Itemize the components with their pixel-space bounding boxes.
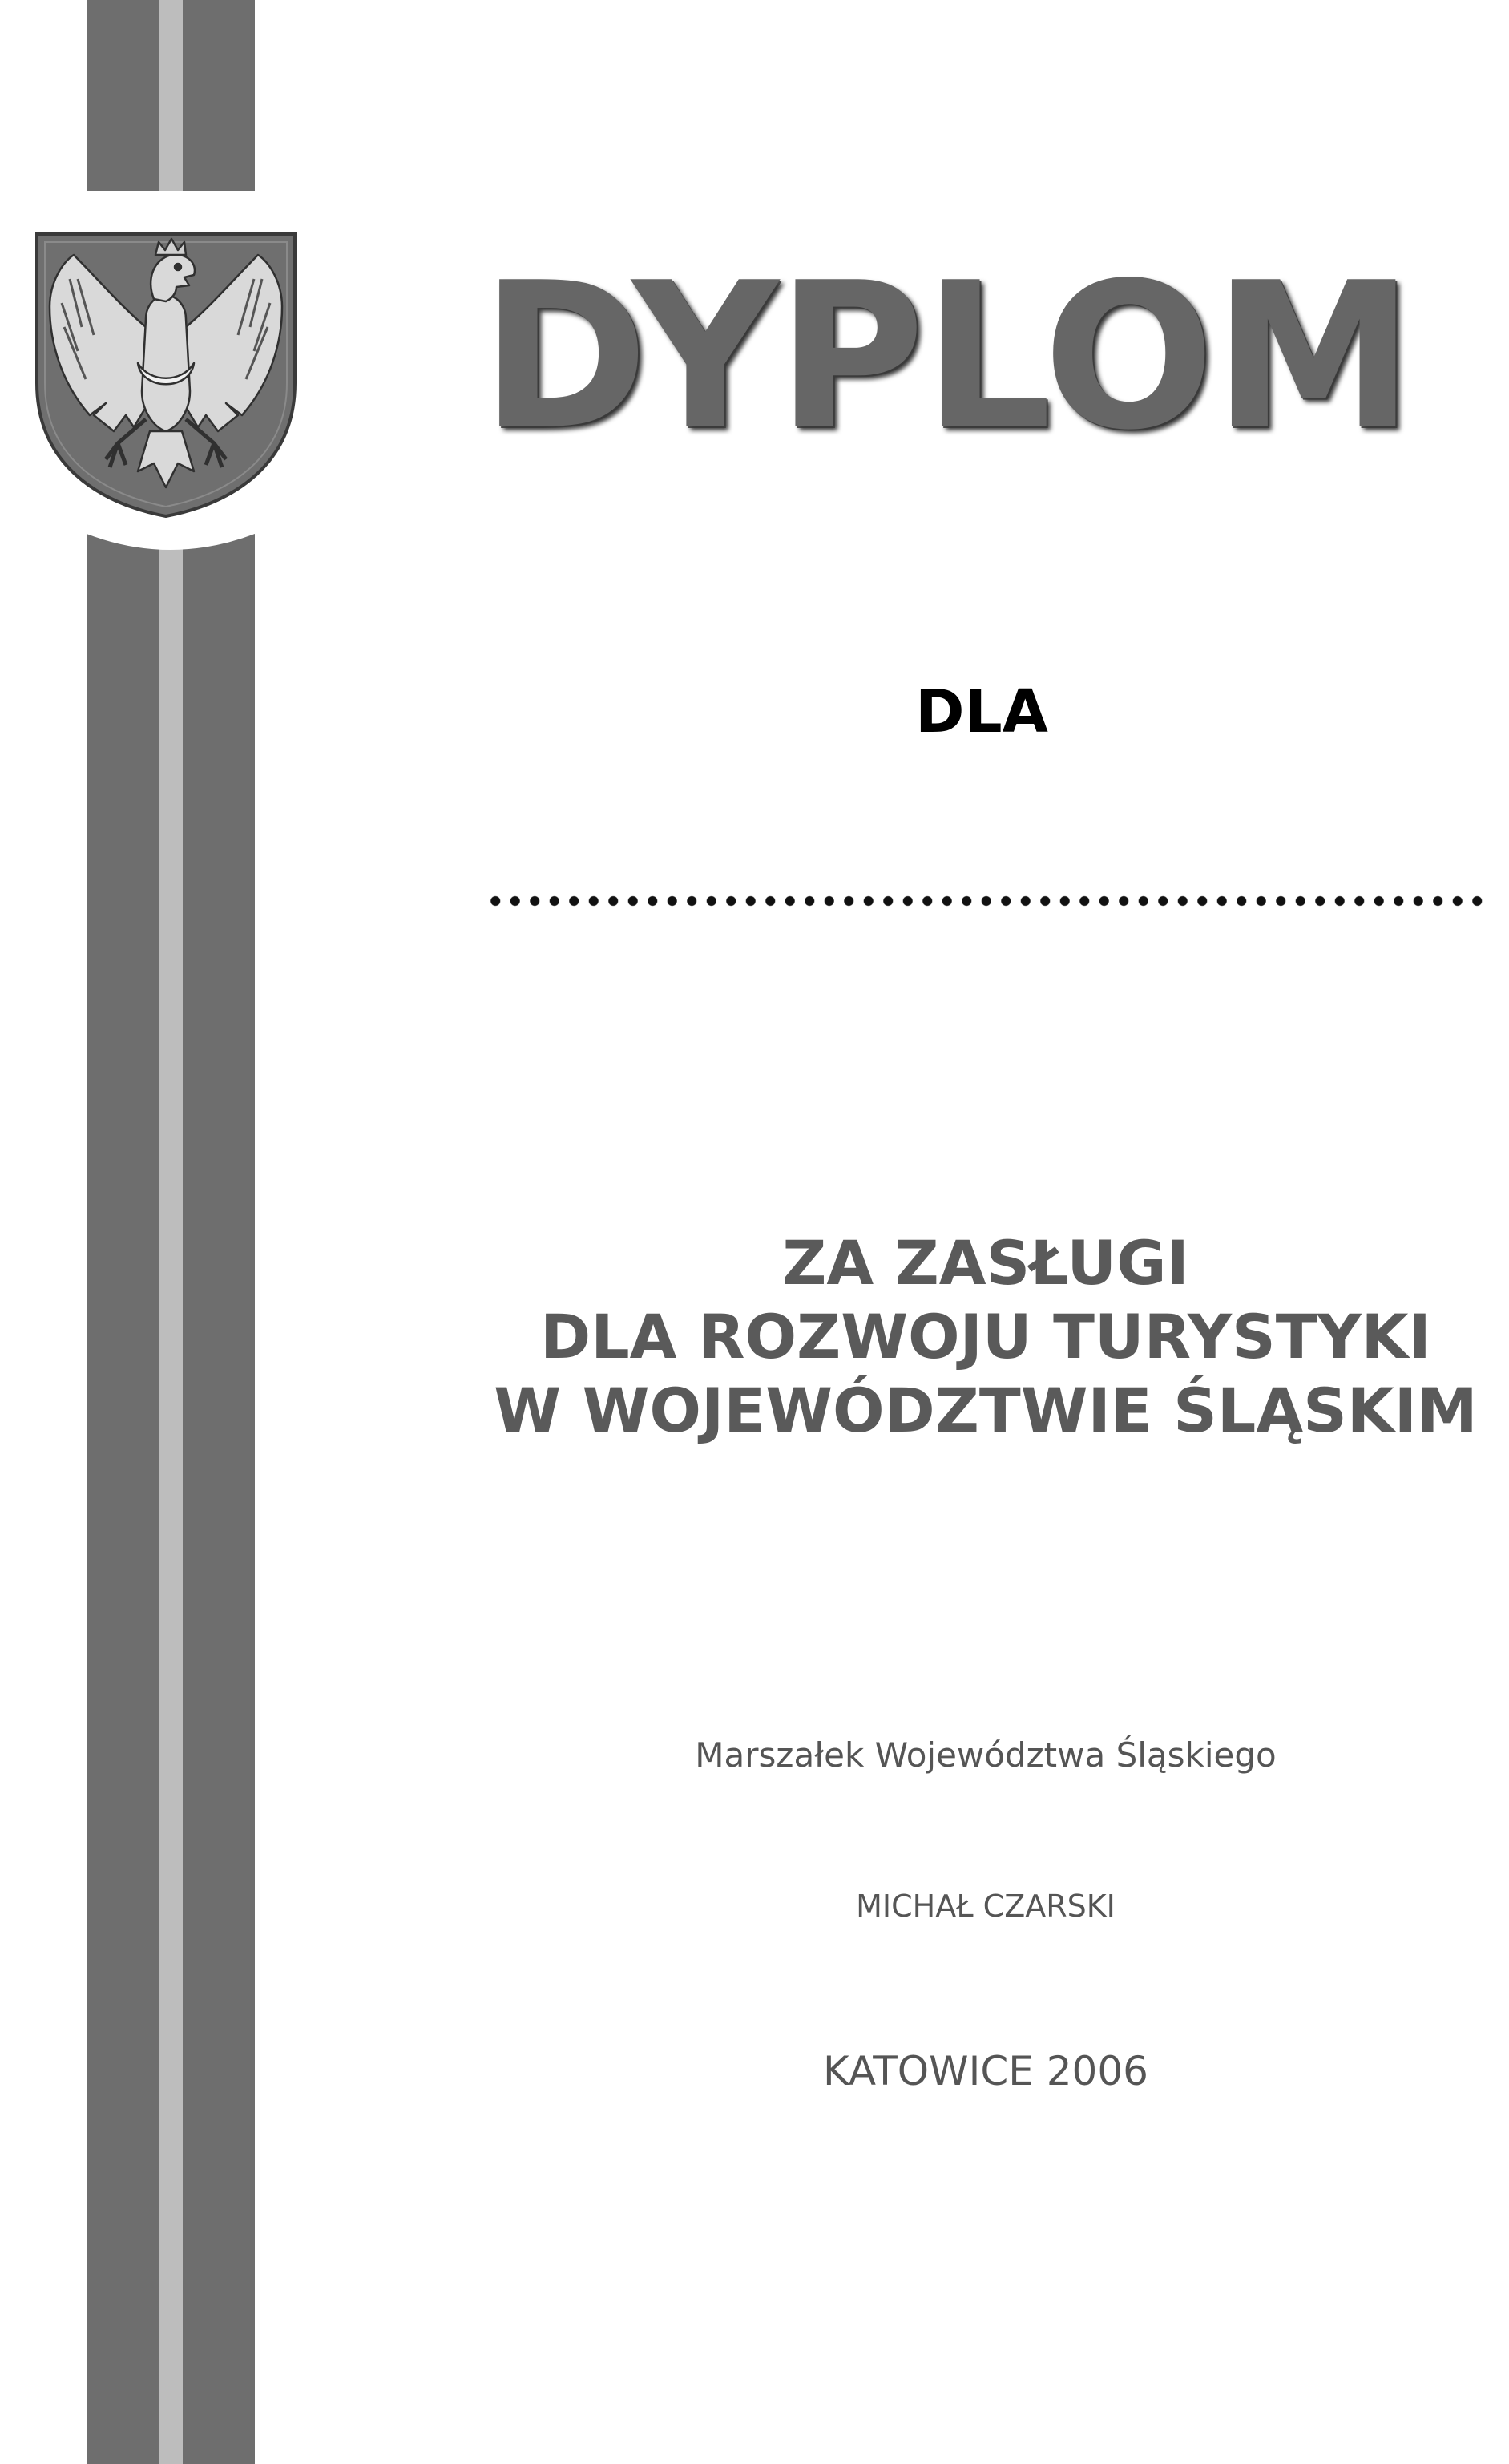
diploma-title: DYPLOM <box>481 240 1413 475</box>
for-label: DLA <box>915 677 1048 746</box>
silesian-eagle-coat-of-arms-icon <box>34 231 298 519</box>
stripe-band-lower <box>87 529 255 2464</box>
right-stripe-top-dark <box>183 0 255 191</box>
award-line-3: W WOJEWÓDZTWIE ŚLĄSKIM <box>494 1375 1478 1446</box>
left-stripe-top-dark <box>87 0 159 191</box>
recipient-dotted-line <box>486 891 1487 911</box>
center-stripe-top-light <box>159 0 183 191</box>
issuer-name: MICHAŁ CZARSKI <box>856 1888 1116 1924</box>
award-statement <box>449 1226 1509 1448</box>
award-line-2: DLA ROZWOJU TURYSTYKI <box>540 1301 1431 1372</box>
award-line-1: ZA ZASŁUGI <box>782 1227 1189 1299</box>
issuer-office: Marszałek Województwa Śląskiego <box>695 1735 1277 1775</box>
place-date: KATOWICE 2006 <box>823 2048 1148 2094</box>
